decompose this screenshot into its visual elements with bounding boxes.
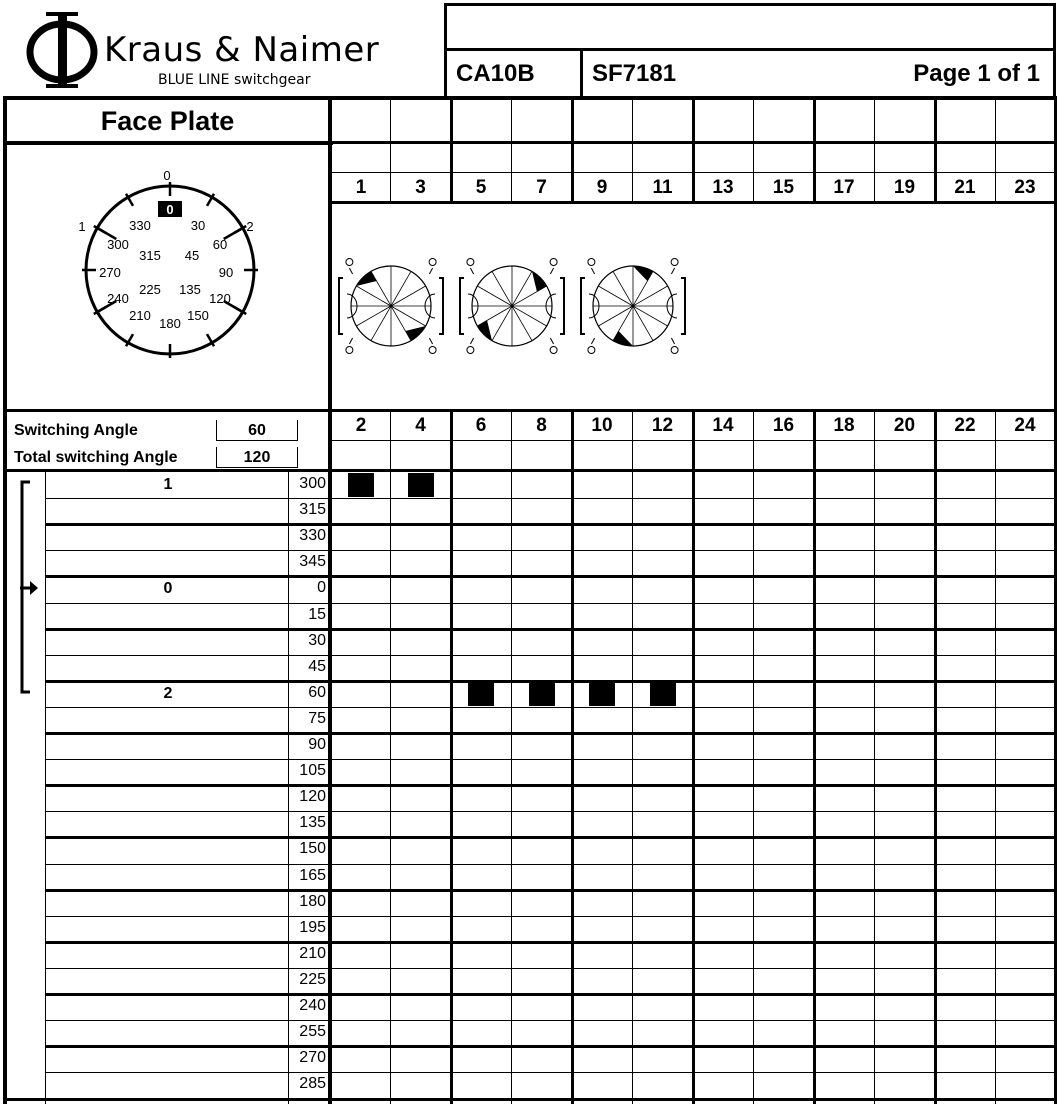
switching-angle-value: 60 bbox=[216, 420, 298, 441]
model-code: CA10B bbox=[456, 60, 535, 87]
brand-name: Kraus & Naimer bbox=[104, 30, 380, 70]
row-position-8: 2 bbox=[163, 685, 173, 702]
terminal-top-9: 19 bbox=[893, 177, 916, 198]
svg-text:120: 120 bbox=[209, 291, 231, 306]
closed-contact-mark bbox=[468, 682, 494, 706]
terminal-bottom-3: 8 bbox=[536, 415, 547, 436]
svg-text:240: 240 bbox=[107, 291, 129, 306]
svg-text:45: 45 bbox=[184, 248, 200, 263]
row-angle-2: 330 bbox=[299, 527, 326, 544]
terminal-top-0: 1 bbox=[355, 177, 367, 198]
row-angle-0: 300 bbox=[299, 475, 326, 492]
terminal-bottom-8: 18 bbox=[833, 415, 855, 436]
svg-text:225: 225 bbox=[139, 282, 161, 297]
row-position-4: 0 bbox=[163, 580, 173, 597]
row-position-0: 1 bbox=[163, 476, 173, 493]
row-angle-3: 345 bbox=[299, 553, 326, 570]
position-range-bracket-icon bbox=[10, 476, 46, 696]
terminal-top-6: 13 bbox=[712, 177, 734, 198]
terminal-bottom-6: 14 bbox=[712, 415, 734, 436]
drawing-number: SF7181 bbox=[592, 60, 677, 87]
terminal-top-2: 5 bbox=[475, 177, 487, 198]
row-angle-18: 210 bbox=[299, 945, 326, 962]
closed-contact-mark bbox=[348, 473, 374, 497]
terminal-bottom-10: 22 bbox=[954, 415, 976, 436]
svg-text:210: 210 bbox=[129, 308, 151, 323]
contact-diagram bbox=[335, 250, 715, 360]
terminal-bottom-7: 16 bbox=[772, 415, 795, 436]
terminal-top-3: 7 bbox=[536, 177, 547, 198]
terminal-top-5: 11 bbox=[652, 177, 673, 198]
row-angle-16: 180 bbox=[299, 893, 326, 910]
row-angle-19: 225 bbox=[299, 971, 326, 988]
row-angle-21: 255 bbox=[299, 1023, 326, 1040]
row-angle-1: 315 bbox=[299, 501, 326, 518]
svg-text:150: 150 bbox=[187, 308, 209, 323]
terminal-bottom-5: 12 bbox=[651, 415, 674, 436]
closed-contact-mark bbox=[650, 682, 676, 706]
logo-phi-icon bbox=[22, 10, 102, 92]
terminal-bottom-0: 2 bbox=[355, 415, 367, 436]
face-plate-dial bbox=[70, 166, 270, 366]
terminal-top-11: 23 bbox=[1014, 177, 1036, 198]
row-angle-15: 165 bbox=[299, 867, 326, 884]
row-angle-20: 240 bbox=[299, 997, 326, 1014]
svg-text:90: 90 bbox=[218, 265, 234, 280]
terminal-top-4: 9 bbox=[596, 177, 608, 198]
terminal-bottom-4: 10 bbox=[591, 415, 613, 436]
closed-contact-mark bbox=[408, 473, 434, 497]
row-angle-8: 60 bbox=[308, 684, 326, 701]
closed-contact-mark bbox=[529, 682, 555, 706]
row-angle-17: 195 bbox=[299, 919, 326, 936]
row-angle-22: 270 bbox=[299, 1049, 326, 1066]
closed-contact-mark bbox=[589, 682, 615, 706]
svg-text:135: 135 bbox=[179, 282, 201, 297]
row-angle-13: 135 bbox=[299, 814, 326, 831]
terminal-bottom-11: 24 bbox=[1014, 415, 1036, 436]
row-angle-4: 0 bbox=[317, 579, 326, 596]
row-angle-10: 90 bbox=[308, 736, 326, 753]
terminal-top-8: 17 bbox=[833, 177, 855, 198]
terminal-top-10: 21 bbox=[954, 177, 976, 198]
terminal-bottom-1: 4 bbox=[415, 415, 426, 436]
svg-text:0: 0 bbox=[166, 202, 174, 217]
page-indicator: Page 1 of 1 bbox=[913, 60, 1040, 87]
terminal-bottom-9: 20 bbox=[893, 415, 916, 436]
row-angle-23: 285 bbox=[299, 1075, 326, 1092]
face-plate-title: Face Plate bbox=[100, 106, 235, 136]
total-switching-angle-value: 120 bbox=[216, 447, 298, 468]
brand-subtitle: BLUE LINE switchgear bbox=[158, 72, 311, 88]
terminal-bottom-2: 6 bbox=[475, 415, 487, 436]
row-angle-14: 150 bbox=[299, 840, 326, 857]
svg-text:2: 2 bbox=[246, 219, 254, 234]
row-angle-6: 30 bbox=[308, 632, 326, 649]
svg-text:300: 300 bbox=[107, 237, 129, 252]
row-angle-12: 120 bbox=[299, 788, 326, 805]
switching-angle-label: Switching Angle bbox=[14, 422, 138, 439]
svg-text:0: 0 bbox=[163, 168, 171, 183]
terminal-top-1: 3 bbox=[415, 177, 426, 198]
row-angle-9: 75 bbox=[308, 710, 326, 727]
svg-text:1: 1 bbox=[78, 219, 86, 234]
row-angle-11: 105 bbox=[299, 762, 326, 779]
svg-text:180: 180 bbox=[159, 316, 181, 331]
total-switching-angle-label: Total switching Angle bbox=[14, 449, 178, 466]
row-angle-7: 45 bbox=[308, 658, 326, 675]
svg-text:330: 330 bbox=[129, 218, 151, 233]
svg-text:60: 60 bbox=[212, 237, 228, 252]
svg-text:315: 315 bbox=[139, 248, 161, 263]
row-angle-5: 15 bbox=[308, 606, 326, 623]
svg-text:30: 30 bbox=[190, 218, 206, 233]
terminal-top-7: 15 bbox=[772, 177, 795, 198]
svg-text:270: 270 bbox=[99, 265, 121, 280]
